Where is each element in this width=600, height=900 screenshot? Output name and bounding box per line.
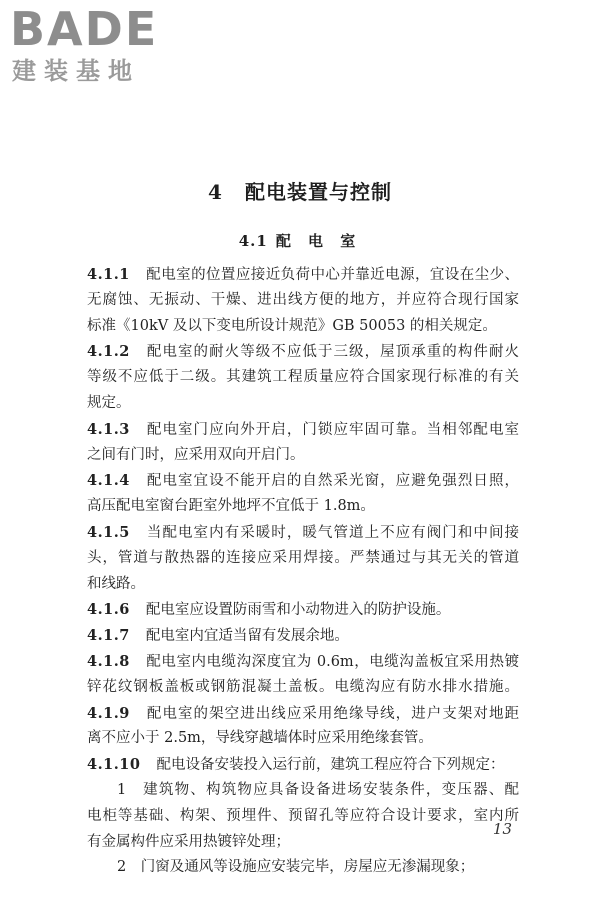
clause-number: 4.1.2 <box>87 343 130 361</box>
line-text: 配电室内宜适当留有发展余地。 <box>145 628 349 645</box>
line-text: 当配电室内有采暖时，暖气管道上不应有阀门和中间接 <box>145 524 519 541</box>
text-line <box>87 649 519 675</box>
text-line: 锌花纹钢板盖板或钢筋混凝土盖板。电缆沟应有防水排水措施。 <box>87 678 519 695</box>
text-line <box>87 597 519 623</box>
section-title-text: 配 电 室 <box>275 232 362 250</box>
section-title <box>0 230 600 251</box>
list-item-line: 2 门窗及通风等设施应安装完毕，房屋应无渗漏现象； <box>117 859 475 876</box>
clause-number: 4.1.3 <box>87 420 130 438</box>
text-line <box>87 262 519 288</box>
text-line: 离不应小于 2.5m，导线穿越墙体时应采用绝缘套管。 <box>87 730 433 747</box>
line-text: 配电室应设置防雨雪和小动物进入的防护设施。 <box>145 602 451 619</box>
line-text: 配电室宜设不能开启的自然采光窗，应避免强烈日照， <box>145 473 519 490</box>
line-text: 配电室的耐火等级不应低于三级，屋顶承重的构件耐火 <box>145 344 519 361</box>
text-line <box>87 417 519 443</box>
text-line: 和线路。 <box>87 575 145 592</box>
clause-number: 4.1.1 <box>87 266 130 283</box>
text-line <box>87 339 519 365</box>
text-line: 之间有门时，应采用双向开启门。 <box>87 446 305 463</box>
text-line: 标准《10kV 及以下变电所设计规范》GB 50053 的相关规定。 <box>87 317 497 334</box>
text-line: 有金属构件应采用热镀锌处理； <box>87 833 290 850</box>
text-line <box>87 520 519 546</box>
chapter-title <box>0 176 600 205</box>
text-line: 无腐蚀、无振动、干燥、进出线方便的地方，并应符合现行国家 <box>87 291 519 308</box>
line-text: 配电室门应向外开启，门锁应牢固可靠。当相邻配电室 <box>145 421 519 438</box>
logo-subtitle: 建装基地 <box>12 57 140 85</box>
clause-number: 4.1.6 <box>87 601 130 619</box>
line-text: 配电室的位置应接近负荷中心并靠近电源，宜设在尘少、 <box>145 267 519 283</box>
clause-number: 4.1.4 <box>87 472 130 490</box>
text-line: 头，管道与散热器的连接应采用焊接。严禁通过与其无关的管道 <box>87 549 519 566</box>
chapter-title-text: 配电装置与控制 <box>244 180 392 204</box>
text-line <box>87 701 519 727</box>
text-line: 规定。 <box>87 394 131 411</box>
document-body <box>87 262 519 881</box>
text-line: 等级不应低于二级。其建筑工程质量应符合国家现行标准的有关 <box>87 369 519 386</box>
line-text: 配电室的架空进出线应采用绝缘导线，进户支架对地距 <box>145 705 519 722</box>
list-item-line: 1 建筑物、构筑物应具备设备进场安装条件，变压器、配 <box>117 781 519 798</box>
line-text: 配电设备安装投入运行前，建筑工程应符合下列规定： <box>156 757 505 774</box>
clause-number: 4.1.7 <box>87 627 130 645</box>
text-line <box>87 752 519 778</box>
clause-number: 4.1.8 <box>87 652 130 670</box>
watermark-logo <box>10 2 180 86</box>
text-line <box>87 623 519 649</box>
text-line <box>87 468 519 494</box>
clause-number: 4.1.9 <box>87 704 130 722</box>
logo-brand: BADE <box>10 2 159 56</box>
clause-number: 4.1.5 <box>87 523 130 541</box>
page-number: 13 <box>492 820 512 838</box>
text-line: 电柜等基础、构架、预埋件、预留孔等应符合设计要求，室内所 <box>87 807 519 824</box>
section-number: 4.1 <box>238 232 268 250</box>
line-text: 配电室内电缆沟深度宜为 0.6m，电缆沟盖板宜采用热镀 <box>145 653 519 670</box>
text-line: 高压配电室窗台距室外地坪不宜低于 1.8m。 <box>87 498 375 515</box>
clause-number: 4.1.10 <box>87 756 141 774</box>
chapter-number: 4 <box>208 180 223 204</box>
